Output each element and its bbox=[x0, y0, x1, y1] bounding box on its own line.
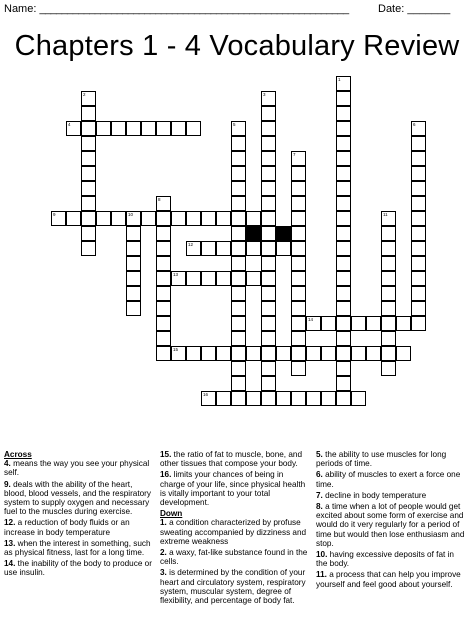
clue-text: the ratio of fat to muscle, bone, and other tissues that compose your body. bbox=[160, 450, 303, 469]
clue-text: limits your chances of being in charge of your life, since physical health is vitally important to your total development. bbox=[160, 470, 306, 508]
grid-cell[interactable] bbox=[291, 346, 306, 361]
across-clues bbox=[4, 450, 154, 580]
grid-cell[interactable] bbox=[261, 331, 276, 346]
page-title: Chapters 1 - 4 Vocabulary Review bbox=[14, 30, 460, 62]
grid-cell[interactable] bbox=[261, 211, 276, 226]
clue-down-item bbox=[316, 450, 466, 468]
grid-cell[interactable] bbox=[201, 346, 216, 361]
grid-cell[interactable] bbox=[231, 196, 246, 211]
grid-cell[interactable] bbox=[231, 226, 246, 241]
grid-cell[interactable] bbox=[261, 151, 276, 166]
grid-cell[interactable] bbox=[261, 316, 276, 331]
grid-cell[interactable] bbox=[96, 121, 111, 136]
grid-cell[interactable] bbox=[276, 241, 291, 256]
grid-cell[interactable] bbox=[381, 346, 396, 361]
grid-cell[interactable] bbox=[81, 151, 96, 166]
clue-down-item bbox=[316, 550, 466, 568]
grid-cell[interactable] bbox=[81, 226, 96, 241]
clue-number: 13 bbox=[173, 272, 179, 277]
grid-cell[interactable] bbox=[231, 361, 246, 376]
grid-cell[interactable] bbox=[336, 211, 351, 226]
grid-cell[interactable] bbox=[81, 241, 96, 256]
grid-cell[interactable] bbox=[66, 121, 81, 136]
grid-cell[interactable] bbox=[156, 331, 171, 346]
across-clues-continued bbox=[160, 450, 310, 607]
grid-cell[interactable] bbox=[261, 136, 276, 151]
grid-cell[interactable] bbox=[381, 286, 396, 301]
grid-cell[interactable] bbox=[261, 121, 276, 136]
grid-cell[interactable] bbox=[261, 391, 276, 406]
clue-number-label: 10. bbox=[316, 550, 328, 560]
grid-cell[interactable] bbox=[261, 286, 276, 301]
grid-cell[interactable] bbox=[261, 181, 276, 196]
clue-text: a waxy, fat-like substance found in the cells. bbox=[160, 548, 308, 567]
grid-cell[interactable] bbox=[381, 241, 396, 256]
grid-cell[interactable] bbox=[291, 316, 306, 331]
clue-number-label: 15. bbox=[160, 450, 172, 459]
clue-down-item bbox=[160, 518, 310, 546]
clue-text: a time when a lot of people would get excited about some form of exercise and would do it very regularly for a period of time but would then lose enthusiasm and stop. bbox=[316, 502, 465, 548]
clue-text: ability of muscles to exert a force one time. bbox=[316, 470, 461, 489]
clue-number: 2 bbox=[83, 92, 86, 97]
grid-cell[interactable] bbox=[336, 391, 351, 406]
grid-cell[interactable] bbox=[246, 241, 261, 256]
grid-cell[interactable] bbox=[351, 316, 366, 331]
grid-cell[interactable] bbox=[291, 166, 306, 181]
grid-cell[interactable] bbox=[261, 346, 276, 361]
grid-cell[interactable] bbox=[291, 226, 306, 241]
grid-cell[interactable] bbox=[366, 316, 381, 331]
grid-cell[interactable] bbox=[336, 76, 351, 91]
grid-cell[interactable] bbox=[291, 256, 306, 271]
clue-text: when the interest in something, such as physical fitness, last for a long time. bbox=[4, 538, 151, 558]
grid-cell[interactable] bbox=[381, 331, 396, 346]
grid-cell[interactable] bbox=[336, 346, 351, 361]
grid-cell[interactable] bbox=[351, 391, 366, 406]
grid-cell[interactable] bbox=[411, 121, 426, 136]
grid-cell[interactable] bbox=[261, 361, 276, 376]
clue-across-item bbox=[4, 518, 154, 536]
clue-number-label: 7. bbox=[316, 490, 323, 500]
grid-cell[interactable] bbox=[336, 241, 351, 256]
grid-cell[interactable] bbox=[381, 256, 396, 271]
clue-down-item bbox=[160, 568, 310, 605]
grid-cell[interactable] bbox=[381, 316, 396, 331]
grid-cell[interactable] bbox=[336, 181, 351, 196]
name-field[interactable] bbox=[4, 3, 348, 15]
grid-cell[interactable] bbox=[291, 361, 306, 376]
grid-cell[interactable] bbox=[81, 106, 96, 121]
grid-cell[interactable] bbox=[231, 181, 246, 196]
grid-cell[interactable] bbox=[231, 136, 246, 151]
grid-cell[interactable] bbox=[381, 271, 396, 286]
grid-cell[interactable] bbox=[291, 391, 306, 406]
grid-cell[interactable] bbox=[66, 211, 81, 226]
clue-text: having excessive deposits of fat in the body. bbox=[316, 550, 454, 569]
grid-cell[interactable] bbox=[231, 151, 246, 166]
grid-cell[interactable] bbox=[336, 106, 351, 121]
clue-number: 14 bbox=[308, 317, 314, 322]
date-label: Date: bbox=[378, 3, 405, 15]
clue-text: a reduction of body fluids or an increase in body temperature bbox=[4, 518, 130, 537]
grid-cell[interactable] bbox=[411, 181, 426, 196]
grid-cell[interactable] bbox=[261, 256, 276, 271]
clue-number: 5 bbox=[233, 122, 236, 127]
grid-cell[interactable] bbox=[336, 151, 351, 166]
grid-cell[interactable] bbox=[306, 391, 321, 406]
grid-cell[interactable] bbox=[336, 196, 351, 211]
grid-cell[interactable] bbox=[171, 211, 186, 226]
grid-cell[interactable] bbox=[336, 226, 351, 241]
grid-cell[interactable] bbox=[186, 271, 201, 286]
grid-cell[interactable] bbox=[411, 226, 426, 241]
grid-cell[interactable] bbox=[381, 301, 396, 316]
grid-cell[interactable] bbox=[126, 301, 141, 316]
grid-cell[interactable] bbox=[156, 301, 171, 316]
clue-across-item bbox=[160, 450, 310, 468]
grid-cell[interactable] bbox=[381, 361, 396, 376]
grid-cell[interactable] bbox=[381, 211, 396, 226]
grid-cell[interactable] bbox=[186, 121, 201, 136]
grid-cell[interactable] bbox=[261, 106, 276, 121]
clue-text: the inability of the body to produce or use insulin. bbox=[4, 559, 152, 578]
grid-cell[interactable] bbox=[306, 346, 321, 361]
grid-cell[interactable] bbox=[411, 271, 426, 286]
clue-number: 16 bbox=[203, 392, 209, 397]
grid-cell[interactable] bbox=[126, 241, 141, 256]
grid-cell[interactable] bbox=[231, 391, 246, 406]
clue-number-label: 14. bbox=[4, 559, 16, 569]
grid-cell[interactable] bbox=[81, 166, 96, 181]
grid-cell[interactable] bbox=[231, 286, 246, 301]
grid-cell[interactable] bbox=[396, 316, 411, 331]
grid-cell[interactable] bbox=[81, 121, 96, 136]
grid-cell[interactable] bbox=[336, 136, 351, 151]
clue-across-item bbox=[4, 480, 154, 517]
clue-number-label: 16. bbox=[160, 470, 172, 480]
clue-down-item bbox=[160, 548, 310, 566]
grid-cell[interactable] bbox=[411, 196, 426, 211]
clue-down-item bbox=[316, 470, 466, 488]
across-heading: Across bbox=[4, 450, 32, 459]
clue-number: 12 bbox=[188, 242, 194, 247]
grid-cell[interactable] bbox=[411, 166, 426, 181]
grid-cell[interactable] bbox=[261, 241, 276, 256]
grid-cell[interactable] bbox=[321, 346, 336, 361]
grid-cell[interactable] bbox=[126, 286, 141, 301]
grid-cell[interactable] bbox=[126, 256, 141, 271]
clue-number-label: 9. bbox=[4, 479, 11, 489]
grid-cell[interactable] bbox=[231, 211, 246, 226]
clue-text: a process that can help you improve yourself and feel good about yourself. bbox=[316, 570, 461, 589]
grid-cell[interactable] bbox=[291, 196, 306, 211]
grid-cell[interactable] bbox=[411, 136, 426, 151]
clue-text: the ability to use muscles for long periods of time. bbox=[316, 450, 447, 469]
grid-cell[interactable] bbox=[291, 151, 306, 166]
clue-number: 4 bbox=[68, 122, 71, 127]
clue-number: 6 bbox=[413, 122, 416, 127]
date-field[interactable] bbox=[378, 3, 450, 15]
grid-cell[interactable] bbox=[81, 91, 96, 106]
clue-number-label: 12. bbox=[4, 518, 16, 528]
grid-cell[interactable] bbox=[141, 121, 156, 136]
grid-cell[interactable] bbox=[336, 256, 351, 271]
grid-cell[interactable] bbox=[261, 226, 276, 241]
grid-cell[interactable] bbox=[336, 166, 351, 181]
clue-number: 7 bbox=[293, 152, 296, 157]
clue-text: decline in body temperature bbox=[322, 490, 427, 500]
grid-cell[interactable] bbox=[396, 346, 411, 361]
clue-down-item bbox=[316, 502, 466, 548]
grid-cell[interactable] bbox=[336, 361, 351, 376]
grid-cell[interactable] bbox=[411, 151, 426, 166]
clue-number-label: 1. bbox=[160, 518, 167, 528]
clue-down-item bbox=[316, 570, 466, 588]
grid-cell[interactable] bbox=[291, 271, 306, 286]
clue-number: 3 bbox=[263, 92, 266, 97]
clue-across-item bbox=[4, 459, 154, 477]
grid-cell[interactable] bbox=[156, 196, 171, 211]
grid-cell[interactable] bbox=[156, 241, 171, 256]
clue-number: 11 bbox=[383, 212, 388, 217]
grid-cell[interactable] bbox=[156, 346, 171, 361]
clue-number-label: 13. bbox=[4, 538, 16, 548]
clue-number: 1 bbox=[338, 77, 341, 82]
grid-cell[interactable] bbox=[201, 391, 216, 406]
grid-cell[interactable] bbox=[291, 181, 306, 196]
grid-cell[interactable] bbox=[186, 241, 201, 256]
grid-cell[interactable] bbox=[246, 271, 261, 286]
grid-cell[interactable] bbox=[156, 286, 171, 301]
grid-cell[interactable] bbox=[231, 316, 246, 331]
grid-cell[interactable] bbox=[81, 181, 96, 196]
grid-cell[interactable] bbox=[156, 121, 171, 136]
grid-cell[interactable] bbox=[411, 316, 426, 331]
down-clues-continued bbox=[316, 450, 466, 591]
grid-cell[interactable] bbox=[336, 376, 351, 391]
grid-cell[interactable] bbox=[231, 346, 246, 361]
clue-number: 15 bbox=[173, 347, 179, 352]
grid-cell[interactable] bbox=[216, 241, 231, 256]
grid-cell[interactable] bbox=[246, 211, 261, 226]
grid-cell[interactable] bbox=[126, 226, 141, 241]
grid-cell[interactable] bbox=[276, 391, 291, 406]
clue-across-item bbox=[4, 539, 154, 557]
grid-cell[interactable] bbox=[321, 391, 336, 406]
grid-cell[interactable] bbox=[216, 271, 231, 286]
grid-cell[interactable] bbox=[201, 241, 216, 256]
grid-cell[interactable] bbox=[261, 91, 276, 106]
grid-cell[interactable] bbox=[96, 211, 111, 226]
grid-cell[interactable] bbox=[366, 346, 381, 361]
grid-cell[interactable] bbox=[81, 136, 96, 151]
grid-cell[interactable] bbox=[381, 226, 396, 241]
clue-number-label: 5. bbox=[316, 450, 323, 459]
clue-number: 10 bbox=[128, 212, 134, 217]
grid-cell[interactable] bbox=[51, 211, 66, 226]
date-blank: _______ bbox=[407, 3, 451, 15]
grid-cell[interactable] bbox=[261, 301, 276, 316]
grid-cell[interactable] bbox=[216, 391, 231, 406]
clue-text: a condition characterized by profuse sweating accompanied by dizziness and extreme weakness bbox=[160, 518, 307, 546]
grid-cell[interactable] bbox=[291, 331, 306, 346]
grid-cell[interactable] bbox=[336, 271, 351, 286]
grid-cell[interactable] bbox=[336, 91, 351, 106]
grid-cell[interactable] bbox=[411, 211, 426, 226]
grid-cell[interactable] bbox=[231, 271, 246, 286]
grid-cell[interactable] bbox=[411, 256, 426, 271]
black-square bbox=[246, 226, 261, 241]
grid-cell[interactable] bbox=[351, 346, 366, 361]
clue-text: is determined by the condition of your heart and circulatory system, respiratory system, muscular system, degree of flexibility, and percentage of body fat. bbox=[160, 568, 306, 606]
grid-cell[interactable] bbox=[321, 316, 336, 331]
clue-text: deals with the ability of the heart, blood, blood vessels, and the respiratory system to supply oxygen and necessary fuel to the muscles during exercise. bbox=[4, 479, 152, 517]
name-label: Name: bbox=[4, 3, 37, 15]
clue-number-label: 3. bbox=[160, 568, 167, 578]
grid-cell[interactable] bbox=[231, 241, 246, 256]
grid-cell[interactable] bbox=[306, 316, 321, 331]
clue-number: 9 bbox=[53, 212, 56, 217]
grid-cell[interactable] bbox=[81, 211, 96, 226]
grid-cell[interactable] bbox=[231, 376, 246, 391]
clue-number-label: 4. bbox=[4, 459, 11, 469]
grid-cell[interactable] bbox=[156, 226, 171, 241]
grid-cell[interactable] bbox=[231, 331, 246, 346]
grid-cell[interactable] bbox=[411, 301, 426, 316]
grid-cell[interactable] bbox=[126, 121, 141, 136]
grid-cell[interactable] bbox=[156, 256, 171, 271]
grid-cell[interactable] bbox=[171, 271, 186, 286]
grid-cell[interactable] bbox=[216, 346, 231, 361]
black-square bbox=[276, 226, 291, 241]
clue-number: 8 bbox=[158, 197, 161, 202]
down-heading: Down bbox=[160, 509, 183, 519]
clue-number-label: 8. bbox=[316, 502, 323, 512]
grid-cell[interactable] bbox=[261, 196, 276, 211]
grid-cell[interactable] bbox=[186, 346, 201, 361]
grid-cell[interactable] bbox=[126, 271, 141, 286]
clue-number-label: 6. bbox=[316, 470, 323, 480]
grid-cell[interactable] bbox=[156, 316, 171, 331]
grid-cell[interactable] bbox=[231, 301, 246, 316]
grid-cell[interactable] bbox=[246, 346, 261, 361]
grid-cell[interactable] bbox=[411, 241, 426, 256]
grid-cell[interactable] bbox=[171, 346, 186, 361]
grid-cell[interactable] bbox=[231, 166, 246, 181]
grid-cell[interactable] bbox=[216, 211, 231, 226]
grid-cell[interactable] bbox=[231, 121, 246, 136]
clue-number-label: 11. bbox=[316, 570, 327, 580]
grid-cell[interactable] bbox=[291, 301, 306, 316]
grid-cell[interactable] bbox=[201, 271, 216, 286]
grid-cell[interactable] bbox=[81, 196, 96, 211]
grid-cell[interactable] bbox=[261, 166, 276, 181]
clue-across-item bbox=[160, 470, 310, 507]
grid-cell[interactable] bbox=[201, 211, 216, 226]
grid-cell[interactable] bbox=[336, 121, 351, 136]
grid-cell[interactable] bbox=[141, 211, 156, 226]
grid-cell[interactable] bbox=[246, 391, 261, 406]
grid-cell[interactable] bbox=[291, 211, 306, 226]
grid-cell[interactable] bbox=[336, 301, 351, 316]
grid-cell[interactable] bbox=[126, 211, 141, 226]
grid-cell[interactable] bbox=[276, 346, 291, 361]
clue-across-item bbox=[4, 559, 154, 577]
grid-cell[interactable] bbox=[411, 286, 426, 301]
grid-cell[interactable] bbox=[261, 271, 276, 286]
clue-number-label: 2. bbox=[160, 548, 167, 558]
grid-cell[interactable] bbox=[186, 211, 201, 226]
grid-cell[interactable] bbox=[111, 211, 126, 226]
clue-text: means the way you see your physical self. bbox=[4, 459, 150, 478]
name-blank: ________________________________________________________ bbox=[39, 3, 349, 15]
grid-cell[interactable] bbox=[171, 121, 186, 136]
grid-cell[interactable] bbox=[156, 211, 171, 226]
grid-cell[interactable] bbox=[336, 316, 351, 331]
grid-cell[interactable] bbox=[111, 121, 126, 136]
grid-cell[interactable] bbox=[291, 286, 306, 301]
grid-cell[interactable] bbox=[231, 256, 246, 271]
grid-cell[interactable] bbox=[261, 376, 276, 391]
grid-cell[interactable] bbox=[336, 331, 351, 346]
grid-cell[interactable] bbox=[336, 286, 351, 301]
grid-cell[interactable] bbox=[156, 271, 171, 286]
clue-down-item bbox=[316, 491, 466, 500]
grid-cell[interactable] bbox=[291, 241, 306, 256]
